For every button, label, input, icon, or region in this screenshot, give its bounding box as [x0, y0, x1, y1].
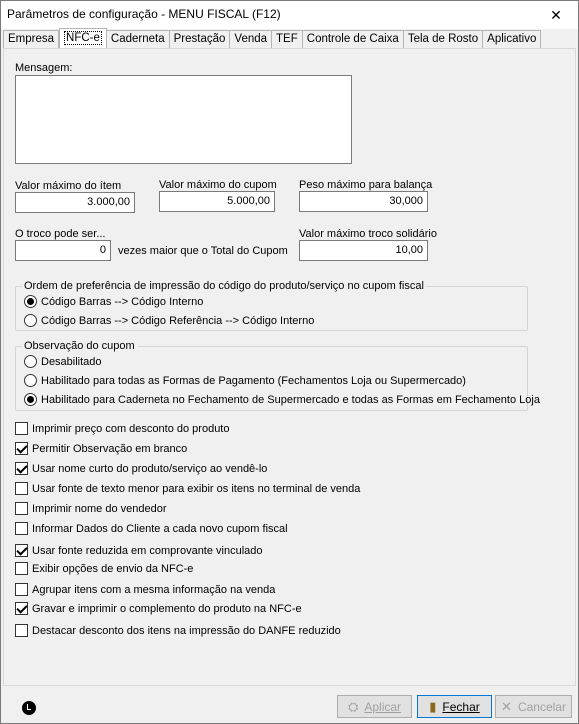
- apply-icon: ⛭: [347, 698, 359, 714]
- checkbox-label: Usar fonte reduzida em comprovante vinculado: [32, 544, 263, 557]
- checkbox-unchecked-icon: [15, 502, 28, 515]
- option-label: Código Barras --> Código Referência --> Código Interno: [41, 314, 315, 327]
- fechar-label: Fechar: [442, 699, 480, 714]
- tab-controle-de-caixa[interactable]: [303, 30, 404, 48]
- option-label: Habilitado para Caderneta no Fechamento de Supermercado e todas as Formas em Fechamento Loja: [41, 393, 540, 406]
- checkbox-checked-icon: [15, 602, 28, 615]
- troco-input[interactable]: 0: [15, 240, 111, 261]
- mensagem-label: Mensagem:: [15, 62, 73, 74]
- ordem-option-1[interactable]: [24, 295, 203, 308]
- checkbox-checked-icon: [15, 544, 28, 557]
- valor-max-cupom-label: Valor máximo do cupom: [159, 179, 277, 191]
- close-icon: ✕: [550, 6, 562, 23]
- checkbox-label: Imprimir preço com desconto do produto: [32, 422, 230, 435]
- tab-tela-de-rosto[interactable]: [404, 30, 483, 48]
- title-bar: [1, 1, 578, 29]
- tab-label: NFC-e: [66, 32, 100, 44]
- tab-empresa[interactable]: [3, 30, 59, 48]
- observacao-cupom-group: [15, 340, 540, 411]
- tab-label: Caderneta: [110, 33, 165, 45]
- checkbox-nome-vendedor[interactable]: [15, 502, 167, 515]
- tab-strip: [3, 30, 541, 48]
- tab-nfce[interactable]: [59, 28, 107, 48]
- tab-label: Tela de Rosto: [407, 33, 479, 45]
- tab-label: Venda: [234, 33, 268, 45]
- valor-max-item-label: Valor máximo do ítem: [15, 180, 122, 192]
- tab-venda[interactable]: [230, 30, 272, 48]
- radio-unselected-icon: [24, 314, 37, 327]
- checkbox-fonte-menor[interactable]: [15, 482, 360, 495]
- tab-caderneta[interactable]: [107, 30, 170, 48]
- tab-prestacao[interactable]: [170, 30, 231, 48]
- tab-label: Controle de Caixa: [306, 33, 399, 45]
- checkbox-opcoes-envio[interactable]: [15, 562, 193, 575]
- valor-max-cupom-input[interactable]: 5.000,00: [159, 191, 275, 212]
- peso-max-balanca-label: Peso máximo para balança: [299, 179, 433, 191]
- radio-selected-icon: [24, 295, 37, 308]
- troco-label: O troco pode ser...: [15, 228, 106, 240]
- troco-solidario-label: Valor máximo troco solidário: [299, 228, 437, 240]
- checkbox-complemento-produto[interactable]: [15, 602, 302, 615]
- ordem-impressao-title: Ordem de preferência de impressão do código do produto/serviço no cupom fiscal: [24, 280, 424, 292]
- fechar-button[interactable]: [417, 695, 492, 718]
- window-title: Parâmetros de configuração - MENU FISCAL (F12): [7, 7, 281, 21]
- checkbox-permitir-observacao[interactable]: [15, 442, 187, 455]
- checkbox-dados-cliente[interactable]: [15, 522, 288, 535]
- checkbox-label: Imprimir nome do vendedor: [32, 502, 167, 515]
- checkbox-label: Gravar e imprimir o complemento do produto na NFC-e: [32, 602, 302, 615]
- checkbox-label: Agrupar itens com a mesma informação na venda: [32, 583, 276, 596]
- footer-bar: [1, 687, 578, 723]
- mensagem-textarea[interactable]: [15, 75, 352, 164]
- checkbox-unchecked-icon: [15, 482, 28, 495]
- checkbox-unchecked-icon: [15, 422, 28, 435]
- peso-max-balanca-input[interactable]: 30,000: [299, 191, 428, 212]
- option-label: Desabilitado: [41, 355, 102, 368]
- checkbox-unchecked-icon: [15, 562, 28, 575]
- option-label: Código Barras --> Código Interno: [41, 295, 204, 308]
- checkbox-checked-icon: [15, 442, 28, 455]
- tab-label: Aplicativo: [487, 33, 537, 45]
- cancel-icon: ✕: [501, 698, 512, 714]
- observacao-cupom-title: Observação do cupom: [24, 340, 135, 352]
- cancelar-button[interactable]: [495, 695, 572, 718]
- checkbox-label: Usar fonte de texto menor para exibir os itens no terminal de venda: [32, 482, 361, 495]
- aplicar-button[interactable]: [337, 695, 412, 718]
- ordem-option-2[interactable]: [24, 314, 314, 327]
- troco-suffix: vezes maior que o Total do Cupom: [118, 245, 288, 257]
- aplicar-label: Aplicar: [364, 699, 402, 714]
- tab-label: Prestação: [173, 33, 226, 45]
- checkbox-unchecked-icon: [15, 624, 28, 637]
- tab-label: TEF: [276, 33, 298, 45]
- checkbox-agrupar-itens[interactable]: [15, 583, 275, 596]
- observacao-option-2[interactable]: [24, 374, 466, 387]
- radio-selected-icon: [24, 393, 37, 406]
- ordem-impressao-group: [15, 280, 528, 331]
- cancelar-label: Cancelar: [517, 699, 566, 714]
- nfce-panel: [3, 48, 576, 686]
- radio-unselected-icon: [24, 374, 37, 387]
- door-icon: ▮: [429, 698, 437, 714]
- clock-icon[interactable]: [22, 701, 36, 715]
- radio-unselected-icon: [24, 355, 37, 368]
- troco-solidario-input[interactable]: 10,00: [299, 240, 428, 261]
- tab-tef[interactable]: [272, 30, 303, 48]
- checkbox-imprimir-preco-desconto[interactable]: [15, 422, 229, 435]
- option-label: Habilitado para todas as Formas de Pagamento (Fechamentos Loja ou Supermercado): [41, 374, 466, 387]
- valor-max-item-input[interactable]: 3.000,00: [15, 192, 135, 213]
- checkbox-fonte-reduzida[interactable]: [15, 544, 263, 557]
- tab-label: Empresa: [8, 33, 55, 45]
- close-button[interactable]: [534, 1, 578, 29]
- observacao-option-3[interactable]: [24, 393, 540, 406]
- checkbox-nome-curto[interactable]: [15, 462, 267, 475]
- checkbox-label: Informar Dados do Cliente a cada novo cupom fiscal: [32, 522, 288, 535]
- checkbox-checked-icon: [15, 462, 28, 475]
- checkbox-label: Permitir Observação em branco: [32, 442, 188, 455]
- checkbox-unchecked-icon: [15, 583, 28, 596]
- checkbox-label: Exibir opções de envio da NFC-e: [32, 562, 194, 575]
- tab-aplicativo[interactable]: [483, 30, 541, 48]
- observacao-option-1[interactable]: [24, 355, 102, 368]
- checkbox-label: Usar nome curto do produto/serviço ao vendê-lo: [32, 462, 268, 475]
- checkbox-label: Destacar desconto dos itens na impressão do DANFE reduzido: [32, 624, 341, 637]
- checkbox-unchecked-icon: [15, 522, 28, 535]
- checkbox-destacar-desconto[interactable]: [15, 624, 341, 637]
